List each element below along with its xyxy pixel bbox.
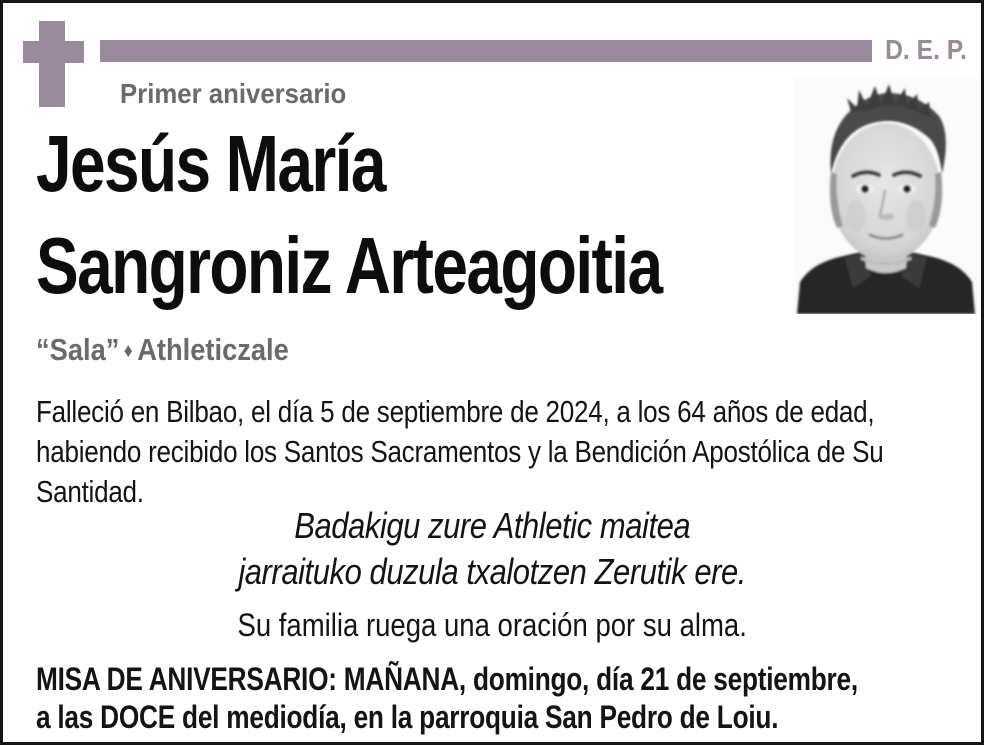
header-bar xyxy=(100,40,872,62)
verse-line: jarraituko duzula txalotzen Zerutik ere. xyxy=(238,551,746,592)
mass-notice xyxy=(36,660,984,736)
verse-line: Badakigu zure Athletic maitea xyxy=(294,505,690,546)
verse-text xyxy=(3,503,981,595)
anniversary-label: Primer aniversario xyxy=(120,78,347,109)
cross-icon xyxy=(22,19,86,109)
mass-line: MISA DE ANIVERSARIO: MAÑANA, domingo, día 21 de septiembre, xyxy=(36,661,858,697)
obituary-line: Falleció en Bilbao, el día 5 de septiembre de 2024, a los 64 años de edad, xyxy=(36,394,875,429)
nickname: “Sala” xyxy=(36,332,120,367)
obituary-text xyxy=(36,392,984,512)
dep-label: D. E. P. xyxy=(885,34,967,65)
deceased-name-line1: Jesús María xyxy=(36,119,385,208)
family-note: Su familia ruega una oración por su alma. xyxy=(237,607,747,643)
obituary-line: habiendo recibido los Santos Sacramentos y la Bendición Apostólica de Su xyxy=(36,434,884,469)
diamond-icon: ♦ xyxy=(123,340,133,362)
epithet: Athleticzale xyxy=(137,332,289,367)
obituary-line: Santidad. xyxy=(36,474,144,509)
portrait-photo xyxy=(793,76,979,314)
mass-line: a las DOCE del mediodía, en la parroquia San Pedro de Loiu. xyxy=(36,699,779,735)
deceased-name-line2: Sangroniz Arteagoitia xyxy=(36,221,662,310)
nickname-line xyxy=(36,334,323,365)
